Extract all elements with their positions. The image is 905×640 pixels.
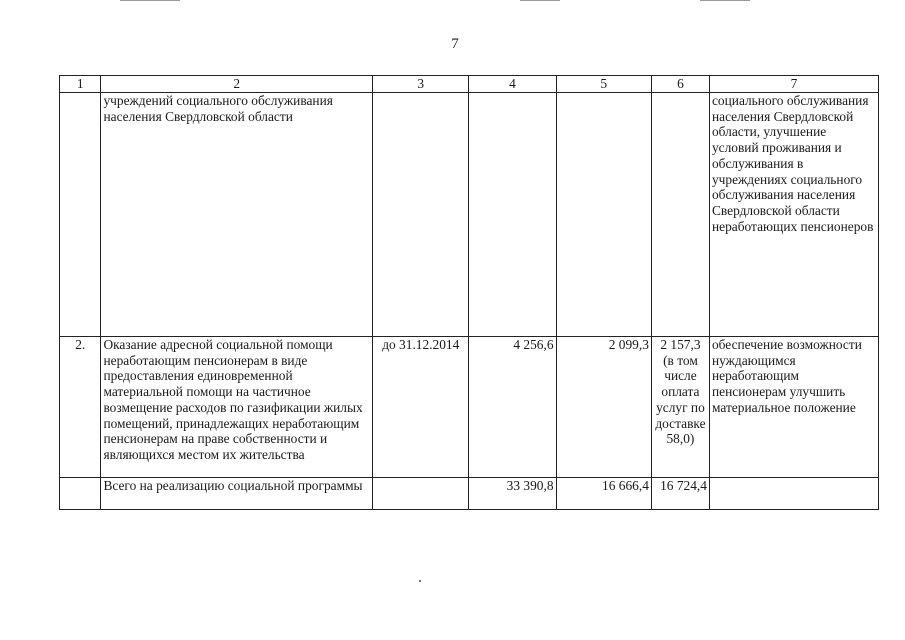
row-number-cell — [60, 478, 101, 510]
term-cell: до 31.12.2014 — [373, 337, 469, 478]
row-number-cell — [60, 93, 101, 337]
result-cell: социального обслуживания населения Свердловской области, улучшение условий проживания и обслуживания в учреждениях социального обслуживания населения Свердловской области неработающих пенсионеров — [709, 93, 878, 337]
grand-total-cell: 33 390,8 — [469, 478, 556, 510]
column-number: 3 — [373, 76, 469, 93]
column-number: 4 — [469, 76, 556, 93]
column-number: 6 — [651, 76, 709, 93]
column-number: 7 — [709, 76, 878, 93]
measure-name-cell: учреждений социального обслуживания населения Свердловской области — [101, 93, 373, 337]
scan-edge-mark — [520, 0, 560, 1]
column-number: 2 — [101, 76, 373, 93]
year1-cell: 2 099,3 — [556, 337, 651, 478]
year2-cell — [651, 93, 709, 337]
column-number: 1 — [60, 76, 101, 93]
term-cell — [373, 478, 469, 510]
total-cell: 4 256,6 — [469, 337, 556, 478]
total-cell — [469, 93, 556, 337]
scan-edge-mark — [700, 0, 750, 1]
program-table — [59, 75, 879, 510]
year1-cell — [556, 93, 651, 337]
page-number: 7 — [451, 36, 459, 52]
table-row — [60, 93, 879, 337]
scan-edge-mark — [120, 0, 180, 1]
result-cell — [709, 478, 878, 510]
table-row — [60, 337, 879, 478]
column-number-row — [60, 76, 879, 93]
row-number-cell: 2. — [60, 337, 101, 478]
column-number: 5 — [556, 76, 651, 93]
term-cell — [373, 93, 469, 337]
year2-cell: 2 157,3 (в том числе оплата услуг по доставке 58,0) — [651, 337, 709, 478]
measure-name-cell: Оказание адресной социальной помощи неработающим пенсионерам в виде предоставления единовременной материальной помощи на частичное возмещение расходов по газификации жилых помещений, принадлежащих неработающим пенсионерам на праве собственности и являющихся местом их жительства — [101, 337, 373, 478]
year1-total-cell: 16 666,4 — [556, 478, 651, 510]
year2-total-cell: 16 724,4 — [651, 478, 709, 510]
result-cell: обеспечение возможности нуждающимся неработающим пенсионерам улучшить материальное положение — [709, 337, 878, 478]
total-label-cell: Всего на реализацию социальной программы — [101, 478, 373, 510]
total-row — [60, 478, 879, 510]
scan-speck — [419, 580, 421, 582]
